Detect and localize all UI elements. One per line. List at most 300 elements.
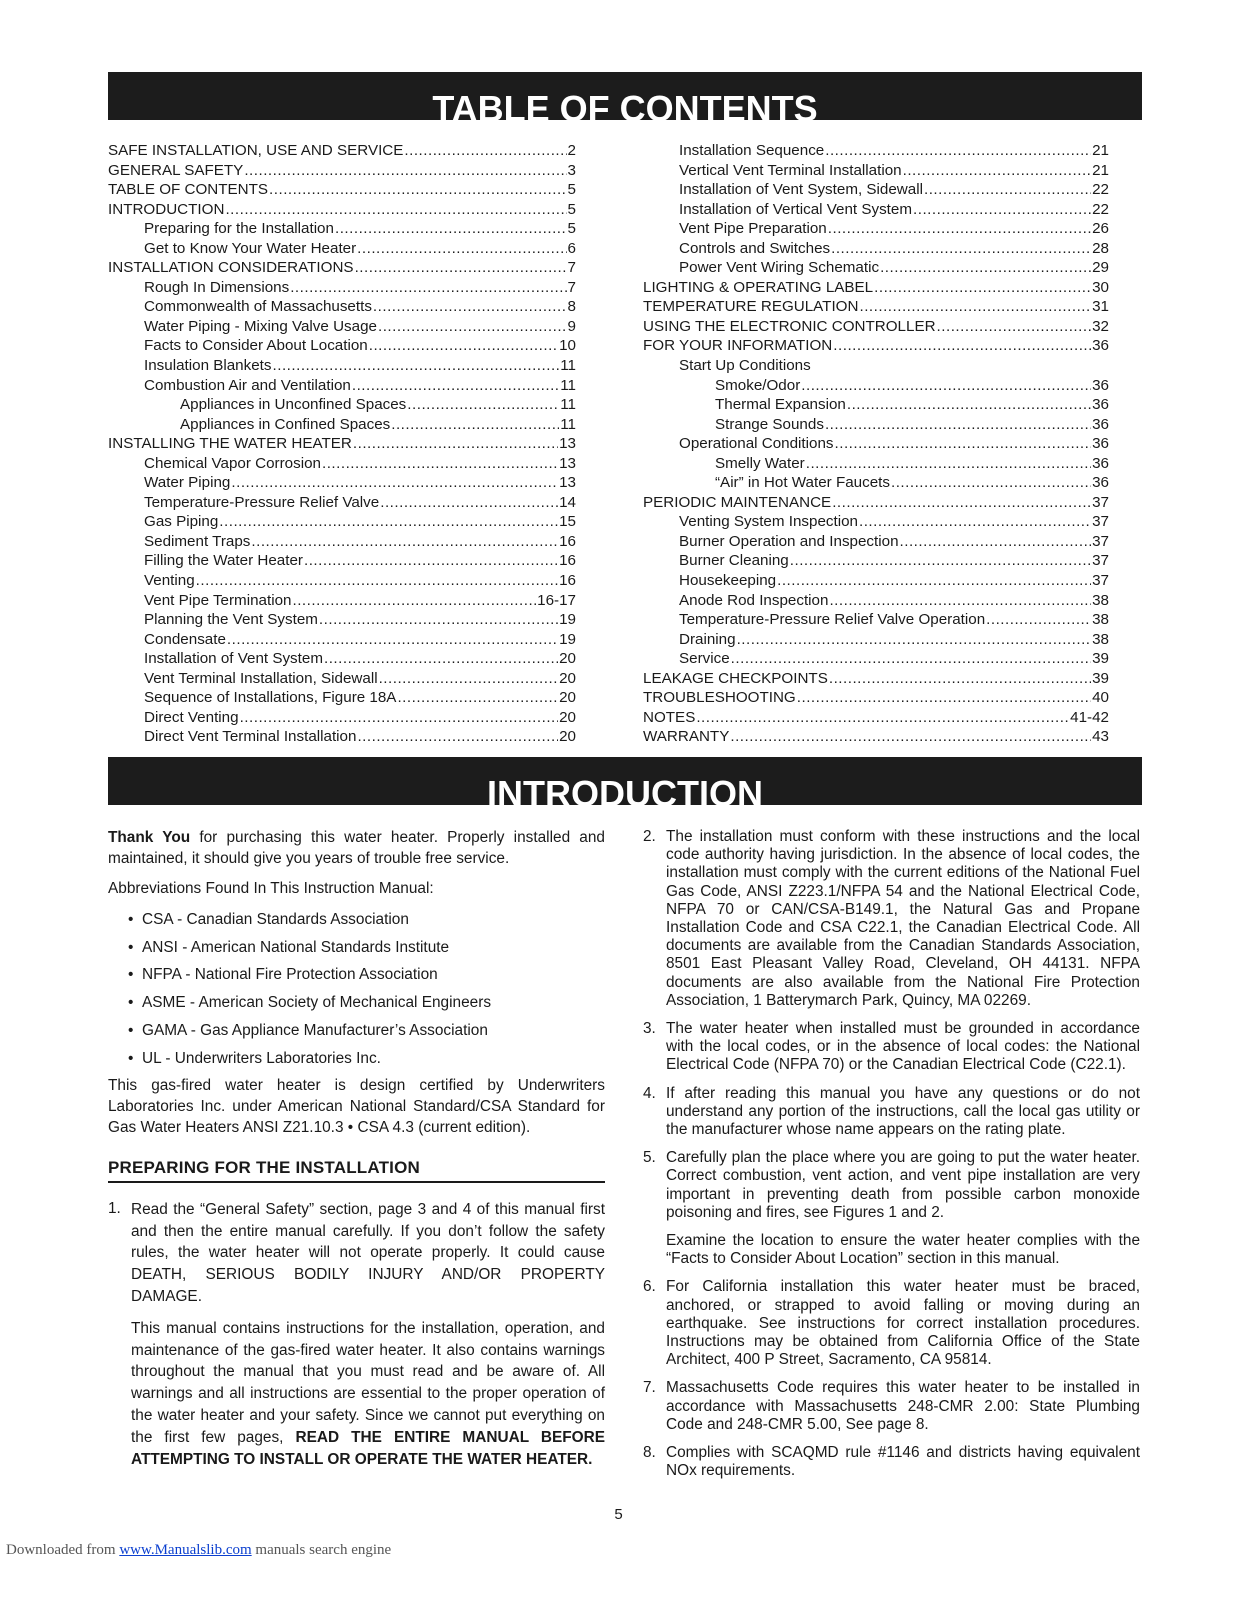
toc-entry [643,219,1109,239]
toc-entry-title: Vent Terminal Installation, Sidewall [144,669,378,687]
toc-entry-page: 13 [559,454,576,472]
toc-leader-dots [244,161,566,181]
toc-entry-page: 32 [1092,317,1109,335]
toc-entry-page: 37 [1092,552,1109,570]
toc-entry [643,415,1109,435]
toc-entry-page: 13 [559,474,576,492]
toc-entry-page: 19 [559,630,576,648]
toc-leader-dots [801,376,1091,396]
abbreviation-item [128,910,605,931]
toc-entry-page: 16 [559,532,576,550]
toc-leader-dots [391,415,559,435]
item-5 [643,1149,1140,1268]
toc-entry-page: 38 [1092,591,1109,609]
item-4 [643,1085,1140,1140]
toc-leader-dots [903,161,1092,181]
abbreviation-text: UL - Underwriters Laboratories Inc. [142,1049,381,1067]
toc-entry [643,258,1109,278]
toc-leader-dots [304,551,558,571]
toc-leader-dots [292,591,536,611]
toc-entry-page: 37 [1092,532,1109,550]
toc-entry-title: Temperature-Pressure Relief Valve [144,493,380,511]
toc-leader-dots [859,512,1091,532]
item-number: 4. [643,1084,656,1102]
toc-entry-page: 7 [567,259,576,277]
toc-entry-page: 19 [559,611,576,629]
toc-entry-title: Anode Rod Inspection [679,591,829,609]
toc-entry-title: Housekeeping [679,572,777,590]
toc-entry-title: Sediment Traps [144,532,251,550]
toc-entry-title: Commonwealth of Massachusetts [144,298,372,316]
intro-banner [108,757,1142,805]
toc-entry-title: GENERAL SAFETY [108,161,244,179]
toc-entry-title: Installation Sequence [679,142,825,159]
toc-leader-dots [407,395,559,415]
item-paragraph: Massachusetts Code requires this water heater to be installed in accordance with Massachusetts 248-CMR 2.00: State Plumbing Code and 248-CMR 5.00, See page 8. [666,1379,1140,1433]
toc-entry-title: INSTALLATION CONSIDERATIONS [108,259,354,277]
toc-leader-dots [357,239,566,259]
toc-entry [108,395,576,415]
toc-leader-dots [730,727,1091,747]
toc-entry-title: LIGHTING & OPERATING LABEL [643,278,874,296]
toc-entry-title: Gas Piping [144,513,219,531]
toc-entry-page: 40 [1092,689,1109,707]
toc-entry-title: Burner Operation and Inspection [679,532,899,550]
toc-entry [643,376,1109,396]
toc-leader-dots [828,219,1091,239]
toc-entry-page: 37 [1092,572,1109,590]
toc-entry-page: 36 [1092,376,1109,394]
toc-leader-dots [829,591,1091,611]
toc-entry-title: Appliances in Unconfined Spaces [180,396,407,414]
toc-entry-title: Vent Pipe Preparation [679,220,827,238]
toc-entry [643,571,1109,591]
toc-entry-page: 20 [559,708,576,726]
toc-entry-page: 36 [1092,435,1109,453]
toc-entry [108,708,576,728]
toc-leader-dots [379,669,559,689]
toc-entry-title: Combustion Air and Ventilation [144,376,351,394]
toc-leader-dots [240,708,559,728]
toc-entry [108,551,576,571]
item-number: 7. [643,1379,656,1397]
item-number: 5. [643,1149,656,1167]
toc-entry [643,454,1109,474]
toc-entry [643,669,1109,689]
abbreviation-text: GAMA - Gas Appliance Manufacturer’s Association [142,1021,488,1039]
toc-entry-page: 22 [1092,200,1109,218]
toc-entry [108,258,576,278]
toc-entry [108,317,576,337]
toc-entry [643,551,1109,571]
toc-entry-title: FOR YOUR INFORMATION [643,337,833,355]
bullet-icon: • [128,910,134,928]
toc-entry-page: 43 [1092,728,1109,746]
toc-entry-title: Burner Cleaning [679,552,789,570]
toc-entry-page: 5 [567,220,576,238]
toc-leader-dots [357,727,558,747]
toc-entry [108,610,576,630]
toc-leader-dots [924,180,1091,200]
toc-entry [108,434,576,454]
toc-entry-page: 37 [1092,513,1109,531]
toc-entry-title: PERIODIC MAINTENANCE [643,493,832,511]
abbreviation-item [128,1049,605,1070]
toc-entry [108,336,576,356]
toc-entry [108,571,576,591]
abbreviations-list [108,910,605,1070]
toc-entry-page: 22 [1092,181,1109,199]
toc-leader-dots [322,454,558,474]
toc-entry-title: WARRANTY [643,728,730,746]
toc-entry-page: 20 [559,728,576,746]
toc-entry-title: Strange Sounds [715,415,824,433]
item-7 [643,1379,1140,1434]
toc-entry [108,493,576,513]
toc-entry [108,219,576,239]
toc-leader-dots [378,317,567,337]
download-footer [6,1542,391,1559]
toc-entry [108,512,576,532]
toc-entry [643,493,1109,513]
intro-title: INTRODUCTION [487,773,763,805]
toc-entry [643,649,1109,669]
toc-entry-page: 11 [560,376,576,394]
toc-entry-page: 26 [1092,220,1109,238]
toc-leader-dots [831,239,1091,259]
item-paragraph: The water heater when installed must be grounded in accordance with the local codes, or in the absence of local codes: the National Electrical Code (NFPA 70) or the Canadian Electrical Code (C22.1). [666,1020,1140,1074]
toc-leader-dots [273,356,560,376]
toc-leader-dots [859,297,1091,317]
toc-entry [108,141,576,161]
toc-right-column [643,141,1109,747]
item-number: 6. [643,1278,656,1296]
toc-entry-title: Power Vent Wiring Schematic [679,259,880,277]
item-1-warning-bold: READ THE ENTIRE MANUAL BEFORE ATTEMPTING TO INSTALL OR OPERATE THE WATER HEATER. [131,1428,606,1468]
toc-entry-page: 36 [1092,337,1109,355]
toc-entry [108,356,576,376]
abbreviation-item [128,1021,605,1042]
toc-banner [108,72,1142,120]
toc-entry [108,297,576,317]
toc-entry [108,376,576,396]
toc-entry-title: Installation of Vent System, Sidewall [679,181,923,199]
toc-leader-dots [832,493,1091,513]
toc-entry-title: Vent Pipe Termination [144,591,292,609]
item-paragraph: The installation must conform with these instructions and the local code authority having jurisdiction. In the absence of local codes, the installation must comply with the current editions of the National Fuel Gas Code, ANSI Z223.1/NFPA 54 and the National Electrical Code, NFPA 70 or CAN/CSA-B149.1, the Natural Gas and Propane Installation Code and CSA C22.1, the Canadian Electrical Code. All documents are available from the Canadian Standards Association, 8501 East Pleasant Valley Road, Cleveland, OH 44131. NFPA documents are also available from the National Fire Protection Association, 1 Batterymarch Park, Quincy, MA 02269. [666,828,1140,1009]
bullet-icon: • [128,966,134,984]
bullet-icon: • [128,1021,134,1039]
toc-leader-dots [880,258,1091,278]
toc-leader-dots [696,708,1069,728]
item-1-paragraph-1: Read the “General Safety” section, page 3 and 4 of this manual first and then the entire manual carefully. If you don’t follow the safety rules, the water heater will not operate properly. It could cause DEATH, SERIOUS BODILY INJURY AND/OR PROPERTY DAMAGE. [131,1200,605,1306]
toc-leader-dots [373,297,567,317]
abbreviation-text: ASME - American Society of Mechanical Engineers [142,994,492,1012]
abbreviation-item [128,965,605,986]
toc-entry-title: Vertical Vent Terminal Installation [679,161,902,179]
toc-leader-dots [269,180,567,200]
item-3 [643,1020,1140,1075]
toc-entry-title: Sequence of Installations, Figure 18A [144,689,397,707]
item-paragraph: Complies with SCAQMD rule #1146 and districts having equivalent NOx requirements. [666,1444,1140,1480]
toc-entry-page: 36 [1092,454,1109,472]
toc-entry [643,356,1109,376]
toc-entry-page: 8 [567,298,576,316]
toc-entry-title: SAFE INSTALLATION, USE AND SERVICE [108,142,404,159]
toc-entry [643,200,1109,220]
item-number: 8. [643,1444,656,1462]
toc-leader-dots [731,649,1091,669]
toc-entry [643,727,1109,747]
toc-entry-page: 37 [1092,493,1109,511]
item-2 [643,828,1140,1010]
toc-entry-page: 38 [1092,630,1109,648]
toc-entry-page: 14 [559,493,576,511]
toc-entry-title: Water Piping [144,474,231,492]
item-number: 1. [108,1199,121,1217]
toc-entry-title: Chemical Vapor Corrosion [144,454,321,472]
abbreviations-heading: Abbreviations Found In This Instruction Manual: [108,880,434,898]
toc-leader-dots [835,434,1092,454]
item-paragraph: Carefully plan the place where you are going to put the water heater. Correct combustion, vent action, and vent pipe installation are very important in preventing death from possible carbon monoxide poisoning and fires, see Figures 1 and 2. [666,1149,1140,1221]
item-6 [643,1278,1140,1369]
toc-entry-title: Water Piping - Mixing Valve Usage [144,317,377,335]
item-paragraph: For California installation this water heater must be braced, anchored, or strapped to avoid falling or moving during an earthquake. See instructions for correct installation procedures. Instructions may be obtained from California Office of the State Architect, 400 P Street, Sacramento, CA 95814. [666,1278,1140,1369]
toc-entry-page: 7 [567,278,576,296]
toc-entry-page: 6 [567,239,576,257]
item-8 [643,1444,1140,1480]
toc-entry-title: Filling the Water Heater [144,552,303,570]
toc-leader-dots [319,610,558,630]
toc-entry-title: Temperature-Pressure Relief Valve Operation [679,611,986,629]
toc-entry-title: TABLE OF CONTENTS [108,181,269,199]
toc-leader-dots [937,317,1092,337]
toc-entry-page: 21 [1092,142,1109,159]
toc-entry-page: 20 [559,689,576,707]
toc-leader-dots [777,571,1091,591]
footer-suffix: manuals search engine [251,1542,392,1558]
toc-entry-page: 28 [1092,239,1109,257]
toc-entry [643,532,1109,552]
toc-entry [108,239,576,259]
toc-entry-page: 39 [1092,650,1109,668]
toc-entry-page: 38 [1092,611,1109,629]
toc-entry-title: TROUBLESHOOTING [643,689,796,707]
toc-leader-dots [227,630,558,650]
toc-entry-title: Installation of Vent System [144,650,323,668]
toc-entry-title: Smelly Water [715,454,805,472]
item-1-paragraph-2 [131,1318,605,1471]
toc-entry-title: Rough In Dimensions [144,278,290,296]
thank-you-text: for purchasing this water heater. Properly installed and maintained, it should give you years of trouble free service. [108,829,605,867]
toc-entry-title: Smoke/Odor [715,376,801,394]
toc-leader-dots [874,278,1091,298]
toc-entry-page: 11 [560,415,576,433]
toc-leader-dots [290,278,566,298]
toc-entry-page: 41-42 [1070,708,1109,726]
toc-entry-title: Thermal Expansion [715,396,846,414]
toc-leader-dots [847,395,1091,415]
toc-entry-page: 10 [559,337,576,355]
toc-entry [643,239,1109,259]
toc-title: TABLE OF CONTENTS [432,88,818,120]
toc-entry-title: Venting [144,572,195,590]
item-1-paragraph-2-text: This manual contains instructions for the installation, operation, and maintenance of the gas-fired water heater. It also contains warnings throughout the manual that you must read and be aware of. All warnings and all instructions are essential to the proper operation of the water heater and your safety. Since we cannot put everything on the first few pages, [131,1319,605,1446]
abbreviation-item [128,993,605,1014]
footer-prefix: Downloaded from [6,1542,120,1558]
toc-leader-dots [913,200,1091,220]
toc-entry [108,727,576,747]
intro-left-column [108,828,605,1480]
abbreviation-text: NFPA - National Fire Protection Association [142,966,438,984]
toc-entry-page: 20 [559,650,576,668]
toc-entry [108,161,576,181]
toc-entry-title: Direct Vent Terminal Installation [144,728,357,746]
toc-entry [643,708,1109,728]
toc-entry [643,161,1109,181]
intro-right-column [643,828,1140,1491]
toc-entry [643,317,1109,337]
preparing-heading: PREPARING FOR THE INSTALLATION [108,1158,605,1183]
toc-leader-dots [335,219,567,239]
toc-entry [643,512,1109,532]
toc-left-column [108,141,576,747]
toc-entry [108,200,576,220]
toc-leader-dots [353,434,558,454]
abbreviation-text: ANSI - American National Standards Institute [142,938,450,956]
toc-leader-dots [251,532,558,552]
toc-leader-dots [900,532,1092,552]
toc-entry [108,669,576,689]
toc-leader-dots [225,200,566,220]
toc-entry-title: Operational Conditions [679,435,834,453]
toc-leader-dots [986,610,1091,630]
toc-entry-page: 16-17 [537,591,576,609]
toc-entry [643,688,1109,708]
toc-entry-page: 29 [1092,259,1109,277]
toc-entry-page: 36 [1092,415,1109,433]
toc-entry-title: LEAKAGE CHECKPOINTS [643,669,828,687]
toc-entry [643,141,1109,161]
toc-leader-dots [891,473,1091,493]
toc-entry-title: NOTES [643,708,696,726]
page-number: 5 [614,1506,623,1523]
toc-entry [643,591,1109,611]
toc-leader-dots [196,571,558,591]
toc-entry-title: Planning the Vent System [144,611,318,629]
toc-leader-dots [231,473,558,493]
toc-leader-dots [380,493,558,513]
toc-entry [643,395,1109,415]
toc-entry-title: INSTALLING THE WATER HEATER [108,435,352,453]
toc-entry-page: 11 [560,357,576,375]
thank-you-bold: Thank You [108,829,191,846]
toc-entry-title: “Air” in Hot Water Faucets [715,474,890,492]
toc-entry-page: 9 [567,317,576,335]
item-paragraph: If after reading this manual you have any questions or do not understand any portion of the instructions, call the local gas utility or the manufacturer whose name appears on the rating plate. [666,1084,1140,1139]
item-1 [108,1199,605,1471]
toc-entry-page: 36 [1092,396,1109,414]
toc-entry-page: 30 [1092,278,1109,296]
toc-entry-page: 21 [1092,161,1109,179]
toc-entry-page: 36 [1092,474,1109,492]
toc-entry-page: 5 [567,181,576,199]
toc-entry [108,180,576,200]
toc-entry-page: 16 [559,552,576,570]
toc-entry [643,297,1109,317]
toc-entry [108,415,576,435]
toc-entry-title: Condensate [144,630,226,648]
toc-entry-page: 20 [559,669,576,687]
toc-leader-dots [355,258,567,278]
toc-leader-dots [825,415,1091,435]
toc-entry [108,454,576,474]
abbreviation-item [128,938,605,959]
toc-leader-dots [790,551,1091,571]
toc-entry-page: 16 [559,572,576,590]
bullet-icon: • [128,994,134,1012]
toc-entry [108,532,576,552]
toc-leader-dots [404,141,566,161]
toc-entry-title: Direct Venting [144,708,239,726]
toc-entry [108,278,576,298]
toc-entry [643,180,1109,200]
toc-entry-title: INTRODUCTION [108,200,225,218]
bullet-icon: • [128,938,134,956]
toc-leader-dots [806,454,1091,474]
toc-leader-dots [352,376,559,396]
toc-entry [108,630,576,650]
item-number: 2. [643,828,656,845]
item-number: 3. [643,1020,656,1038]
toc-entry-title: Draining [679,630,736,648]
toc-leader-dots [219,512,558,532]
toc-entry-title: Venting System Inspection [679,513,858,531]
toc-entry [108,591,576,611]
abbreviation-text: CSA - Canadian Standards Association [142,910,409,928]
toc-entry [643,473,1109,493]
toc-entry-page: 2 [567,142,576,159]
toc-entry-page: 31 [1092,298,1109,316]
toc-leader-dots [397,688,558,708]
toc-entry-title: Appliances in Confined Spaces [180,415,391,433]
bullet-icon: • [128,1049,134,1067]
toc-entry [643,630,1109,650]
toc-leader-dots [324,649,558,669]
thank-you-paragraph [108,828,605,869]
toc-entry-title: TEMPERATURE REGULATION [643,298,859,316]
toc-leader-dots [833,336,1091,356]
toc-leader-dots [825,141,1091,161]
toc-entry [643,610,1109,630]
toc-entry-title: USING THE ELECTRONIC CONTROLLER [643,317,936,335]
toc-entry [643,434,1109,454]
toc-entry-page: 5 [567,200,576,218]
toc-entry-title: Get to Know Your Water Heater [144,239,357,257]
toc-entry [108,649,576,669]
toc-leader-dots [797,688,1091,708]
toc-entry [643,336,1109,356]
item-paragraph: Examine the location to ensure the water heater complies with the “Facts to Consider About Location” section in this manual. [666,1232,1140,1268]
toc-entry-page: 3 [567,161,576,179]
toc-entry-title: Preparing for the Installation [144,220,334,238]
manualslib-link[interactable]: www.Manualslib.com [119,1542,252,1558]
toc-entry-page: 11 [560,396,576,414]
toc-entry-page: 15 [559,513,576,531]
toc-leader-dots [369,336,558,356]
toc-entry-title: Installation of Vertical Vent System [679,200,912,218]
toc-entry [108,473,576,493]
